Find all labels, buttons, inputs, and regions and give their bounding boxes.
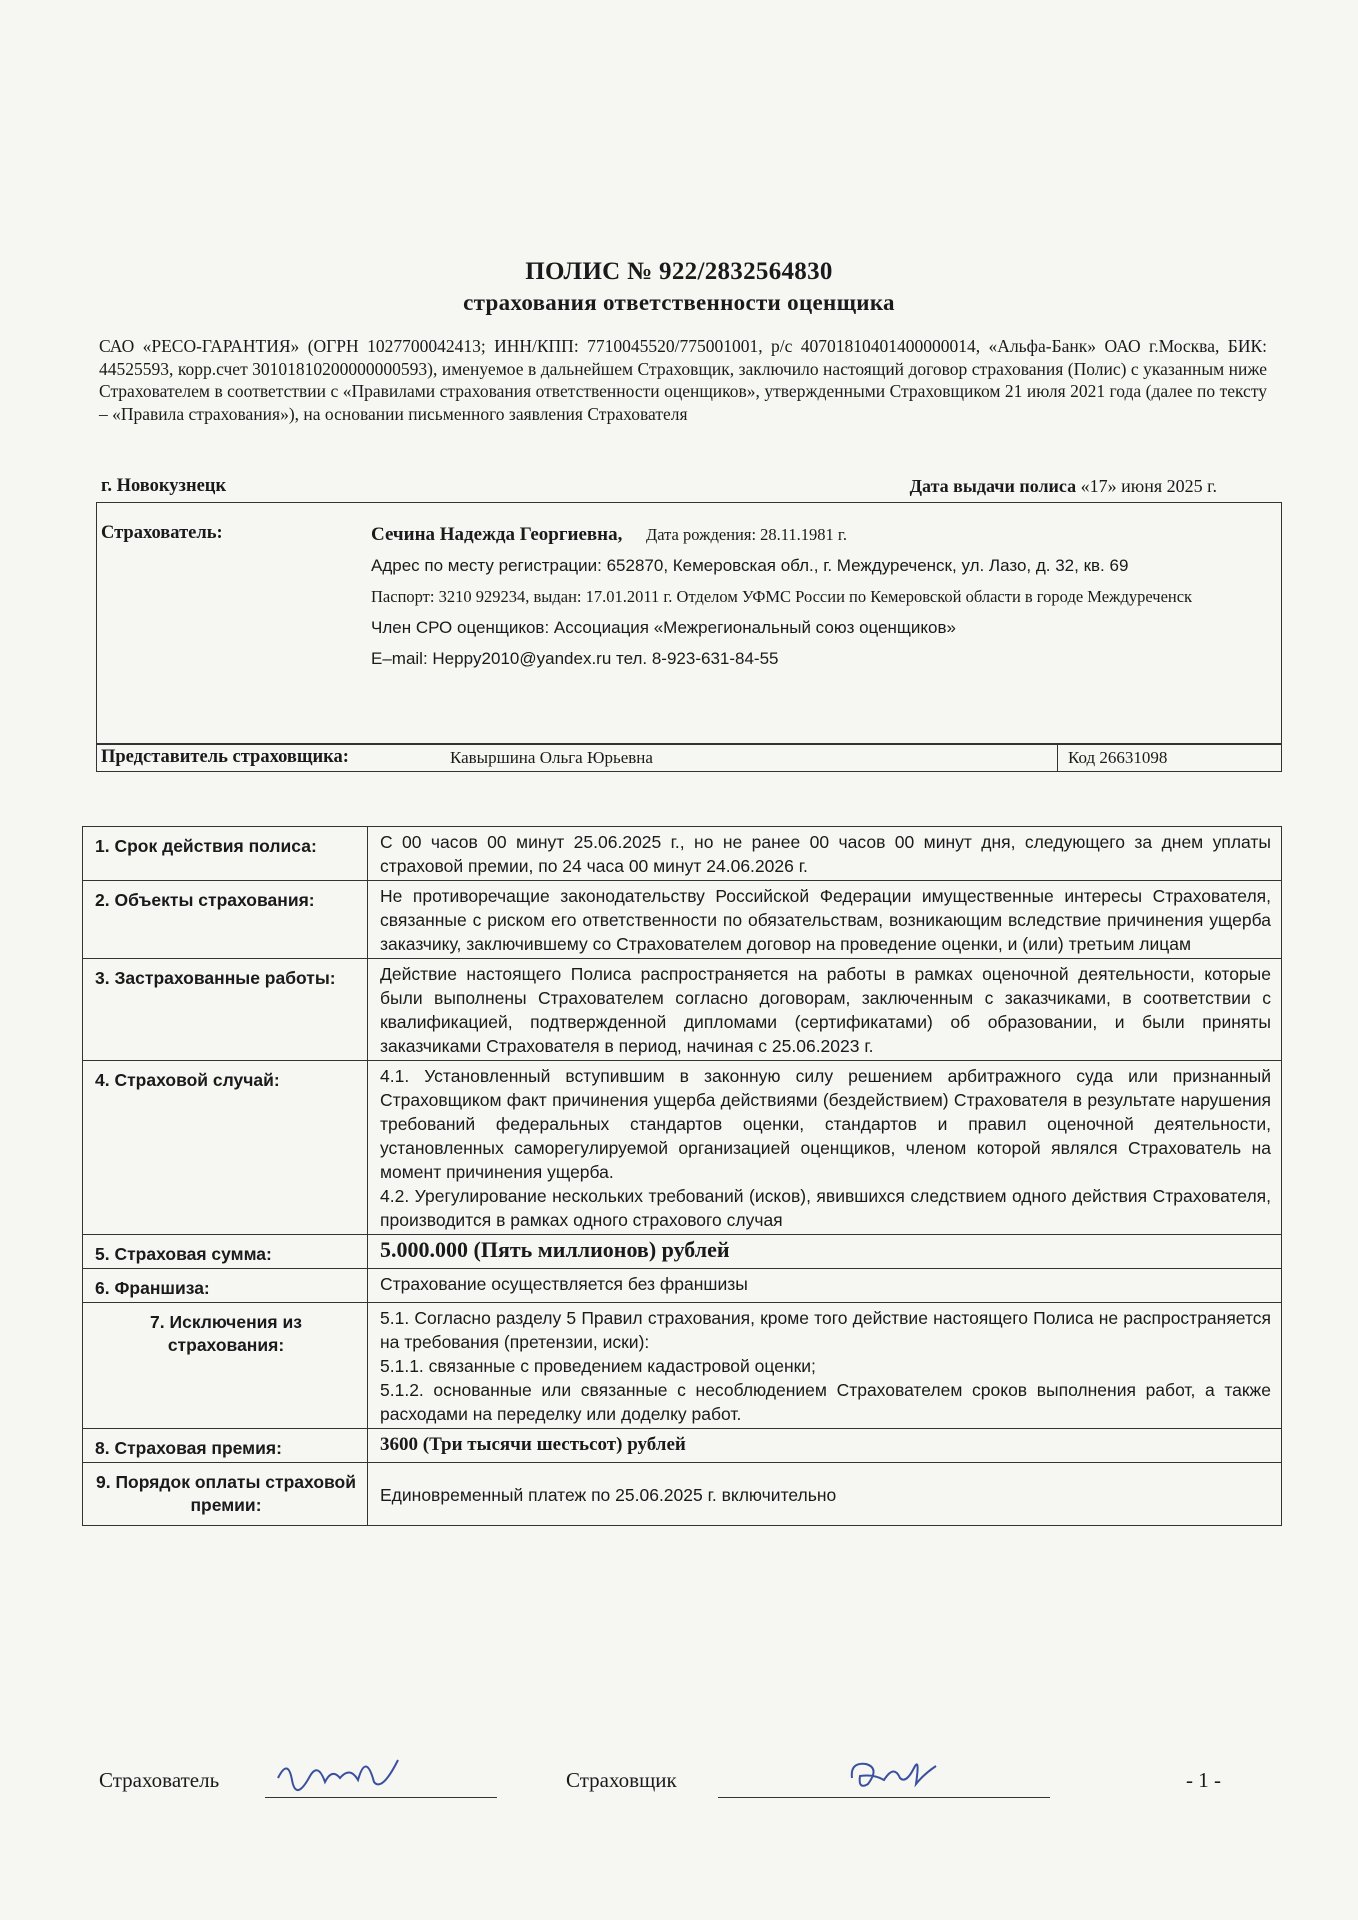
term-key: 6. Франшиза: bbox=[83, 1269, 368, 1303]
term-value-part: 5.1.1. связанные с проведением кадастровой оценки; bbox=[380, 1356, 816, 1376]
term-value-part: 4.1. Установленный вступившим в законную силу решением арбитражного суда или признанный Страховщиком факт причинения ущерба действиями (бездействием) Страхователя в результате нарушения требований федеральных стандартов оценки, стандартов и правил оценочной деятельности, установленных саморегулируемой организацией оценщиков, членом которой являлся Страхователь на момент причинения ущерба. bbox=[380, 1066, 1271, 1182]
insured-sum: 5.000.000 (Пять миллионов) рублей bbox=[380, 1237, 730, 1262]
policy-terms-table bbox=[82, 826, 1282, 1526]
issue-date-label: Дата выдачи полиса bbox=[909, 476, 1077, 496]
issue-date-value: «17» июня 2025 г. bbox=[1080, 476, 1217, 496]
term-key: 4. Страховой случай: bbox=[83, 1061, 368, 1235]
term-value: Страхование осуществляется без франшизы bbox=[368, 1269, 1282, 1303]
representative-row bbox=[96, 744, 1282, 772]
intro-paragraph: САО «РЕСО-ГАРАНТИЯ» (ОГРН 1027700042413; ИНН/КПП: 7710045520/775001001, р/с 40701810401400000014, «Альфа-Банк» ОАО г.Москва, БИК: 44525593, корр.счет 30101810200000000593), именуемое в дальнейшем Страховщик, заключило настоящий договор страхования (Полис) с указанным ниже Страхователем в соответствии с «Правилами страхования ответственности оценщиков», утвержденными Страховщиком 21 июля 2021 года (далее по тексту – «Правила страхования»), на основании письменного заявления Страхователя bbox=[99, 336, 1267, 424]
term-value-part: 5.1.2. основанные или связанные с несоблюдением Страхователем сроков выполнения работ, а также расходами на переделку или доделку работ. bbox=[380, 1380, 1271, 1424]
term-value bbox=[368, 1303, 1282, 1429]
table-row bbox=[83, 881, 1282, 959]
table-row bbox=[83, 827, 1282, 881]
term-key: 9. Порядок оплаты страховой премии: bbox=[83, 1463, 368, 1526]
insured-signature-label: Страхователь bbox=[99, 1768, 220, 1792]
insurance-premium: 3600 (Три тысячи шестьсот) рублей bbox=[380, 1434, 686, 1455]
term-value-part: 5.1. Согласно разделу 5 Правил страхования, кроме того действие настоящего Полиса не распространяется на требования (претензии, иски): bbox=[380, 1308, 1271, 1352]
term-value: С 00 часов 00 минут 25.06.2025 г., но не ранее 00 часов 00 минут дня, следующего за днем уплаты страховой премии, по 24 часа 00 минут 24.06.2026 г. bbox=[368, 827, 1282, 881]
insured-birthdate: Дата рождения: 28.11.1981 г. bbox=[645, 525, 847, 544]
term-value-part: 4.2. Урегулирование нескольких требований (исков), явившихся следствием одного действия Страхователя, производится в рамках одного страхового случая bbox=[380, 1186, 1271, 1230]
table-row bbox=[83, 959, 1282, 1061]
insured-sro: Член СРО оценщиков: Ассоциация «Межрегиональный союз оценщиков» bbox=[371, 618, 956, 637]
term-key: 7. Исключения из страхования: bbox=[83, 1303, 368, 1429]
insurer-signature-icon bbox=[840, 1744, 950, 1804]
policy-title: ПОЛИС № 922/2832564830 bbox=[525, 258, 833, 285]
page-number: - 1 - bbox=[1186, 1768, 1221, 1792]
insured-passport: Паспорт: 3210 929234, выдан: 17.01.2011 г. Отделом УФМС России по Кемеровской области в городе Междуреченск bbox=[371, 587, 1193, 606]
table-row bbox=[83, 1061, 1282, 1235]
insured-block bbox=[96, 502, 1282, 744]
insured-address: Адрес по месту регистрации: 652870, Кемеровская обл., г. Междуреченск, ул. Лазо, д. 32, кв. 69 bbox=[371, 556, 1129, 575]
insurer-signature-label: Страховщик bbox=[566, 1768, 677, 1792]
representative-label: Представитель страховщика: bbox=[101, 747, 349, 767]
insured-name: Сечина Надежда Георгиевна, bbox=[371, 524, 623, 545]
table-row bbox=[83, 1269, 1282, 1303]
policy-subtitle: страхования ответственности оценщика bbox=[463, 290, 895, 315]
representative-name: Кавыршина Ольга Юрьевна bbox=[450, 748, 653, 767]
term-value: Действие настоящего Полиса распространяется на работы в рамках оценочной деятельности, которые были выполнены Страхователем согласно договорам, заключенным с заказчиками, в соответствии с квалификацией, подтвержденной дипломами (сертификатами) об образовании, и были приняты заказчиками Страхователя в период, начиная с 25.06.2023 г. bbox=[368, 959, 1282, 1061]
term-value: Не противоречащие законодательству Российской Федерации имущественные интересы Страхователя, связанные с риском его ответственности по обязательствам, возникающим вследствие причинения ущерба заказчику, заключившему со Страхователем договор на проведение оценки, и (или) третьим лицам bbox=[368, 881, 1282, 959]
table-row bbox=[83, 1303, 1282, 1429]
table-row bbox=[83, 1429, 1282, 1463]
term-value: Единовременный платеж по 25.06.2025 г. включительно bbox=[368, 1463, 1282, 1526]
term-key: 8. Страховая премия: bbox=[83, 1429, 368, 1463]
term-key: 5. Страховая сумма: bbox=[83, 1235, 368, 1269]
insured-label: Страхователь: bbox=[101, 523, 223, 543]
table-row bbox=[83, 1235, 1282, 1269]
insured-details bbox=[371, 523, 1261, 678]
insured-signature-icon bbox=[270, 1748, 420, 1808]
table-row bbox=[83, 1463, 1282, 1526]
term-key: 3. Застрахованные работы: bbox=[83, 959, 368, 1061]
term-key: 2. Объекты страхования: bbox=[83, 881, 368, 959]
term-key: 1. Срок действия полиса: bbox=[83, 827, 368, 881]
term-value bbox=[368, 1061, 1282, 1235]
representative-code: Код 26631098 bbox=[1057, 745, 1167, 771]
issue-date bbox=[910, 476, 1217, 497]
insured-contacts: E–mail: Heppy2010@yandex.ru тел. 8-923-631-84-55 bbox=[371, 649, 779, 668]
issue-place: г. Новокузнецк bbox=[101, 476, 227, 496]
